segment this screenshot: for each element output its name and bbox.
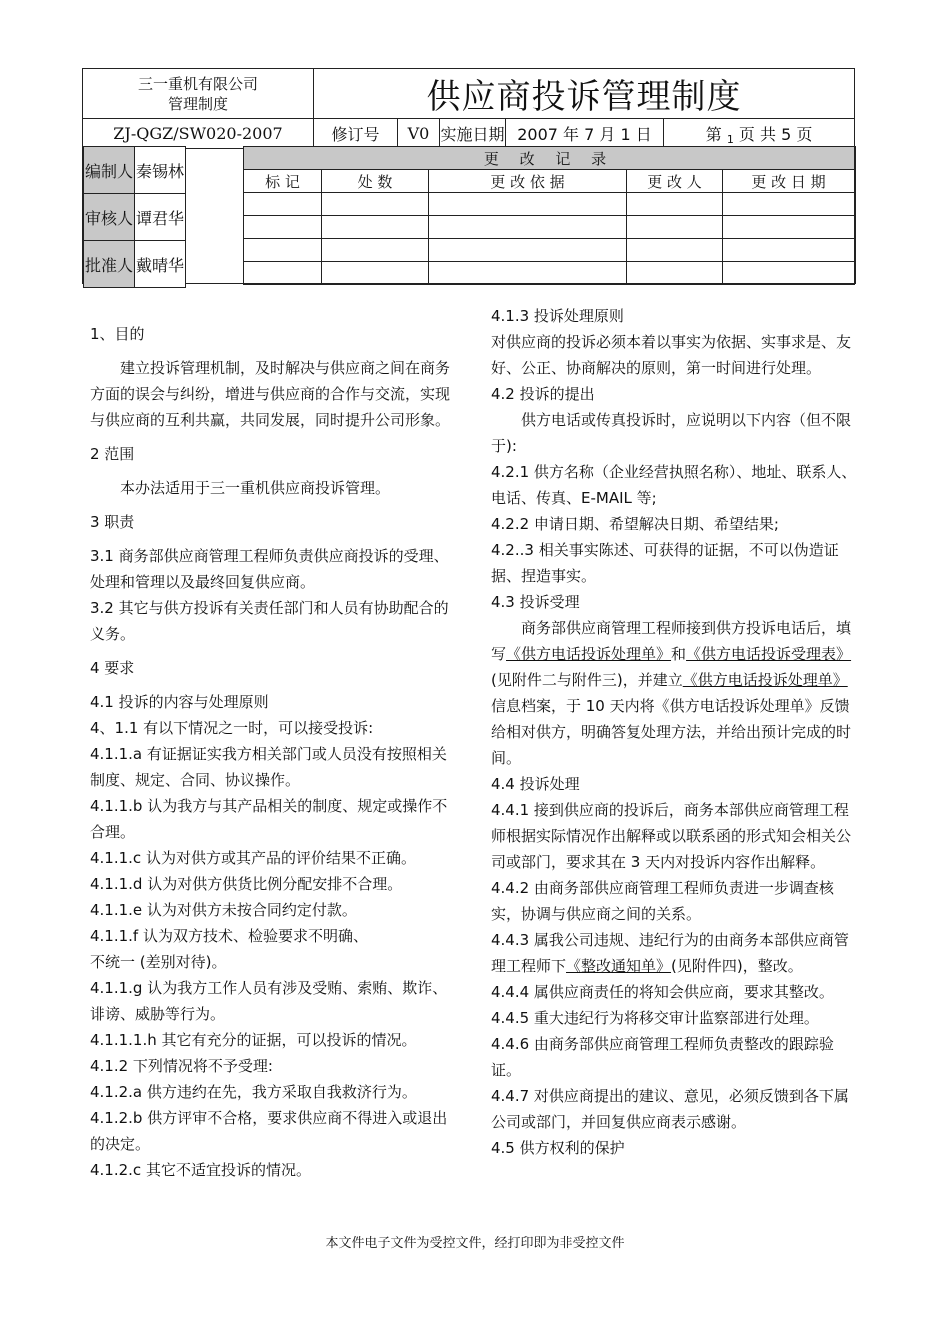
list-item: 4.1.1.1.h 其它有充分的证据，可以投诉的情况。 <box>90 1031 417 1049</box>
list-item: 4.4.4 属供应商责任的将知会供应商，要求其整改。 <box>491 983 834 1001</box>
signoff-name: 戴晴华 <box>135 241 186 288</box>
list-item: 4.4.1 接到供应商的投诉后，商务本部供应商管理工程师根据实际情况作出解释或以联系函的形式知会相关公司或部门，要求其在 3 天内对投诉内容作出解释。 <box>491 801 852 871</box>
signoff-role: 审核人 <box>84 194 135 241</box>
list-item: 4.1.1.b 认为我方与其产品相关的制度、规定或操作不合理。 <box>90 797 448 841</box>
column-header: 更 改 日 期 <box>723 170 855 193</box>
column-header: 更 改 依 据 <box>429 170 627 193</box>
revision-label: 修订号 <box>314 119 398 149</box>
section-heading: 3 职责 <box>90 513 135 531</box>
list-item: 4.1.1.g 认为我方工作人员有涉及受贿、索贿、欺诈、诽谤、威胁等行为。 <box>90 979 448 1023</box>
approval-and-change-record <box>82 146 856 284</box>
list-item: 4.2..3 相关事实陈述、可获得的证据，不可以伪造证据、捏造事实。 <box>491 541 839 585</box>
list-item: 4.4.7 对供应商提出的建议、意见，必须反馈到各下属公司或部门，并回复供应商表示感谢。 <box>491 1087 849 1131</box>
company-name: 三一重机有限公司 <box>137 74 258 93</box>
paragraph: 商务部供应商管理工程师接到供方投诉电话后，填写《供方电话投诉处理单》和《供方电话投诉受理表》(见附件二与附件三)，并建立《供方电话投诉处理单》信息档案，于 10 天内将《供方电话投诉处理单》反馈给相对供方，明确答复处理方法，并给出预计完成的时间。 <box>491 619 852 767</box>
paragraph: 3.2 其它与供方投诉有关责任部门和人员有协助配合的义务。 <box>90 599 449 643</box>
list-item: 4.1.1.c 认为对供方或其产品的评价结果不正确。 <box>90 849 416 867</box>
form-reference: 《供方电话投诉受理表》 <box>686 645 852 663</box>
list-item: 4.1.2.b 供方评审不合格，要求供应商不得进入或退出的决定。 <box>90 1109 448 1153</box>
paragraph: 4.1 投诉的内容与处理原则 <box>90 693 269 711</box>
list-item: 4.1.1.d 认为对供方供货比例分配安排不合理。 <box>90 875 403 893</box>
paragraph: 4、1.1 有以下情况之一时，可以接受投诉: <box>90 719 374 737</box>
signoff-table <box>83 146 186 288</box>
document-title-cell <box>314 69 855 119</box>
section-heading: 1、目的 <box>90 325 145 343</box>
list-item: 4.1.2.c 其它不适宜投诉的情况。 <box>90 1161 311 1179</box>
paragraph: 对供应商的投诉必须本着以事实为依据、实事求是、友好、公正、协商解决的原则，第一时间进行处理。 <box>491 333 852 377</box>
paragraph: 本办法适用于三一重机供应商投诉管理。 <box>120 479 391 497</box>
signoff-name: 谭君华 <box>135 194 186 241</box>
doc-type: 管理制度 <box>167 94 228 113</box>
section-heading: 4 要求 <box>90 659 135 677</box>
signoff-role: 批准人 <box>84 241 135 288</box>
section-heading: 4.3 投诉受理 <box>491 593 580 611</box>
list-item: 4.4.6 由商务部供应商管理工程师负责整改的跟踪验证。 <box>491 1035 834 1079</box>
section-heading: 4.5 供方权利的保护 <box>491 1139 625 1157</box>
paragraph: 3.1 商务部供应商管理工程师负责供应商投诉的受理、处理和管理以及最终回复供应商。 <box>90 547 449 591</box>
table-row <box>244 239 855 262</box>
list-item: 不统一 (差别对待)。 <box>90 953 227 971</box>
left-column <box>90 313 460 1183</box>
effective-label: 实施日期 <box>440 119 506 149</box>
list-item: 4.2.2 申请日期、希望解决日期、希望结果; <box>491 515 779 533</box>
document-title: 供应商投诉管理制度 <box>426 77 742 117</box>
list-item: 4.2.1 供方名称（企业经营执照名称）、地址、联系人、电话、传真、E-MAIL 等; <box>491 463 857 507</box>
column-header: 处 数 <box>322 170 429 193</box>
list-item: 4.1.2.a 供方违约在先，我方采取自我救济行为。 <box>90 1083 417 1101</box>
footer-note: 本文件电子文件为受控文件，经打印即为非受控文件 <box>325 1236 625 1251</box>
list-item: 4.1.1.e 认为对供方未按合同约定付款。 <box>90 901 357 919</box>
form-reference: 《供方电话投诉处理单》 <box>506 645 672 663</box>
effective-date: 2007 年 7 月 1 日 <box>506 119 664 149</box>
table-row <box>244 216 855 239</box>
right-column <box>491 303 861 1161</box>
revision-value: V0 <box>398 119 440 149</box>
section-heading: 4.1.3 投诉处理原则 <box>491 307 624 325</box>
doc-number: ZJ-QGZ/SW020-2007 <box>83 119 314 149</box>
paragraph: 建立投诉管理机制，及时解决与供应商之间在商务方面的误会与纠纷，增进与供应商的合作与交流，实现与供应商的互利共赢，共同发展，同时提升公司形象。 <box>90 359 451 429</box>
change-record-title: 更 改 记 录 <box>244 147 855 170</box>
form-reference: 《整改通知单》 <box>566 957 672 975</box>
signoff-role: 编制人 <box>84 147 135 194</box>
form-reference: 《供方电话投诉处理单》 <box>682 671 848 689</box>
column-header: 更 改 人 <box>627 170 723 193</box>
document-header <box>82 68 855 149</box>
signoff-name: 秦锡林 <box>135 147 186 194</box>
column-header: 标 记 <box>244 170 322 193</box>
section-heading: 2 范围 <box>90 445 135 463</box>
list-item: 4.1.1.f 认为双方技术、检验要求不明确、 <box>90 927 368 945</box>
table-row <box>244 262 855 285</box>
section-heading: 4.2 投诉的提出 <box>491 385 595 403</box>
list-item: 4.1.1.a 有证据证实我方相关部门或人员没有按照相关制度、规定、合同、协议操作。 <box>90 745 447 789</box>
section-heading: 4.4 投诉处理 <box>491 775 580 793</box>
list-item: 4.4.2 由商务部供应商管理工程师负责进一步调查核实，协调与供应商之间的关系。 <box>491 879 834 923</box>
page-indicator: 第 1 页 共 5 页 <box>664 119 855 149</box>
company-cell <box>83 69 314 119</box>
list-item: 4.4.3 属我公司违规、违纪行为的由商务本部供应商管理工程师下《整改通知单》(见附件四)，整改。 <box>491 931 849 975</box>
table-row <box>244 193 855 216</box>
paragraph: 供方电话或传真投诉时，应说明以下内容（但不限于): <box>491 411 852 455</box>
change-record-table <box>243 146 855 285</box>
page-number: 1 <box>726 133 734 146</box>
paragraph: 4.1.2 下列情况将不予受理: <box>90 1057 273 1075</box>
list-item: 4.4.5 重大违纪行为将移交审计监察部进行处理。 <box>491 1009 819 1027</box>
